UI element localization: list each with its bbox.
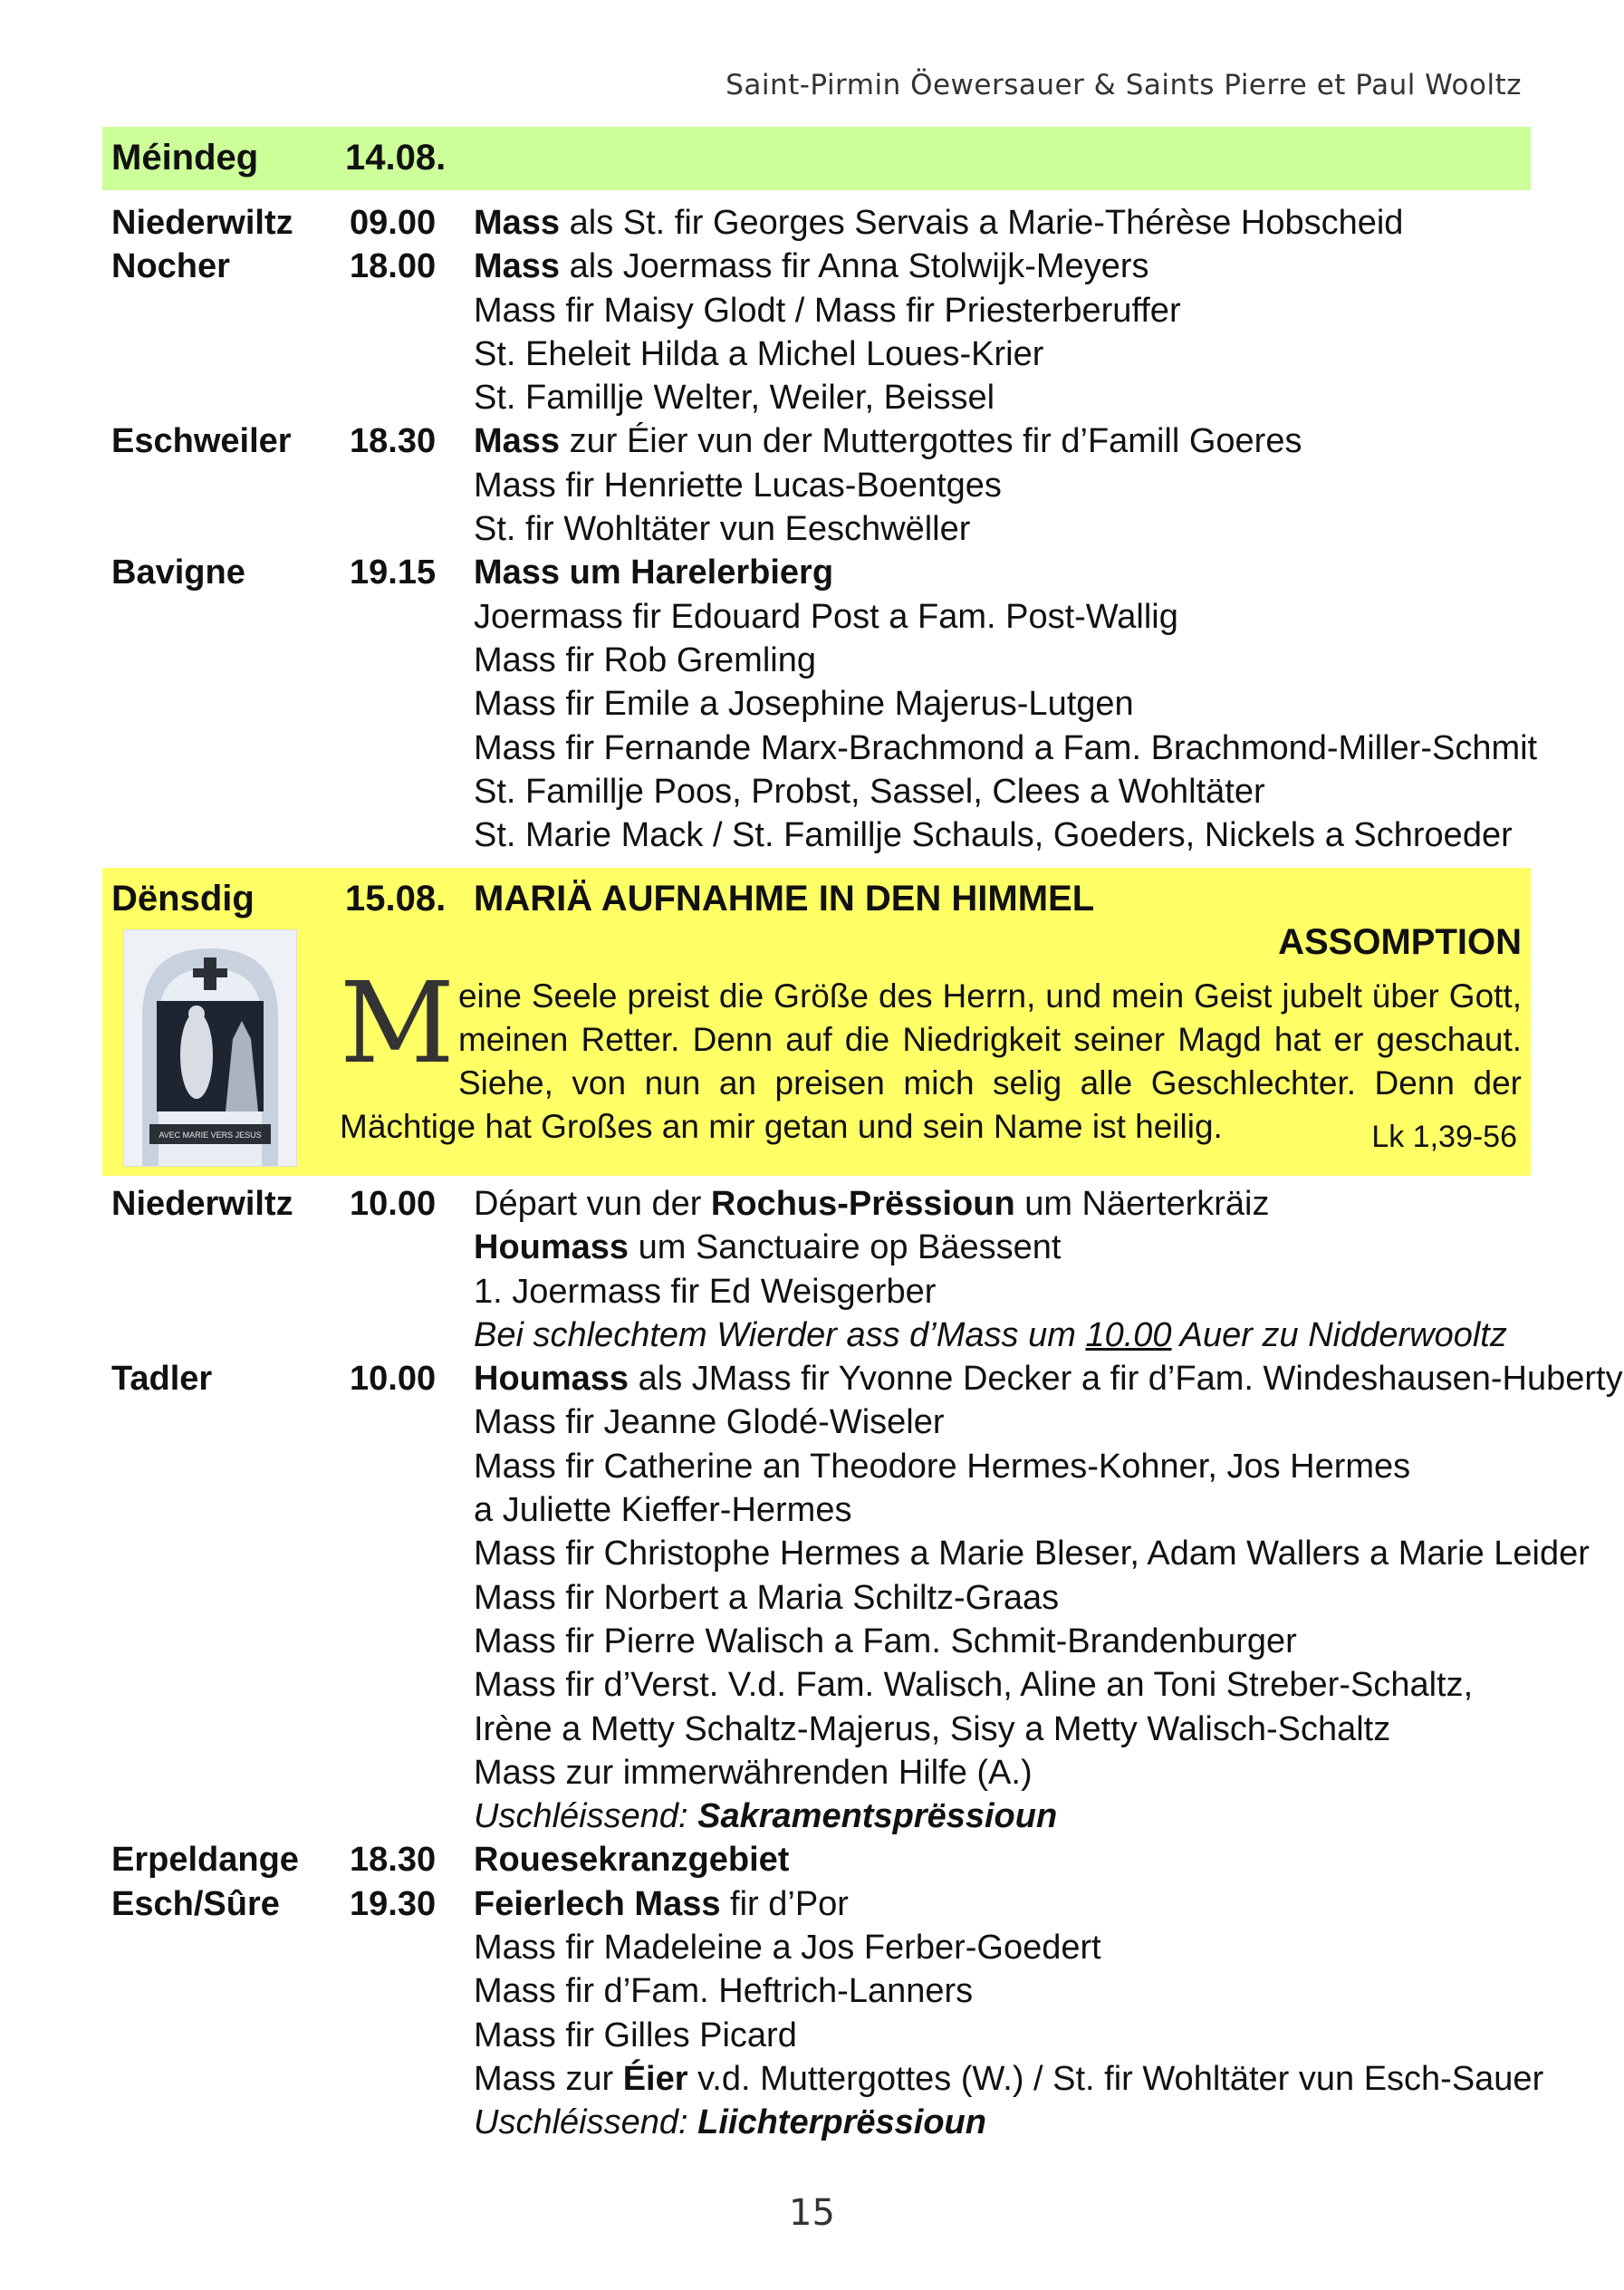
entry-text: Houmass um Sanctuaire op Bäessent xyxy=(474,1228,1062,1267)
schedule-line xyxy=(102,1445,1531,1488)
entry-text: Mass fir Emile a Josephine Majerus-Lutgen xyxy=(474,685,1134,724)
schedule-line xyxy=(102,1313,1531,1357)
place: Eschweiler xyxy=(111,422,292,461)
feast-title: MARIÄ AUFNAHME IN DEN HIMMEL xyxy=(474,879,1095,919)
entry-text: Mass fir Maisy Glodt / Mass fir Priesterberuffer xyxy=(474,291,1181,330)
scripture-quote xyxy=(340,958,1522,1149)
schedule-line xyxy=(102,682,1531,726)
schedule-line xyxy=(102,2101,1531,2144)
schedule-line xyxy=(102,1270,1531,1313)
time: 18.30 xyxy=(350,422,437,461)
page-header: Saint-Pirmin Öewersauer & Saints Pierre et Paul Wooltz xyxy=(726,69,1522,101)
schedule-line xyxy=(102,1663,1531,1707)
schedule-line xyxy=(102,289,1531,332)
entry-text: St. Famillje Poos, Probst, Sassel, Clees a Wohltäter xyxy=(474,772,1265,811)
day-date: 14.08. xyxy=(345,138,447,178)
schedule-line xyxy=(102,1708,1531,1751)
entry-text: Mass als St. fir Georges Servais a Marie-Thérèse Hobscheid xyxy=(474,204,1404,242)
entry-text: Mass fir Madeleine a Jos Ferber-Goedert xyxy=(474,1929,1101,1968)
schedule-line xyxy=(102,639,1531,682)
entry-text: Mass zur Éier v.d. Muttergottes (W.) / St. fir Wohltäter vun Esch-Sauer xyxy=(474,2059,1544,2098)
day-date: 15.08. xyxy=(345,879,447,919)
schedule-line xyxy=(102,1882,1531,1926)
time: 10.00 xyxy=(350,1360,437,1399)
schedule-line xyxy=(102,1226,1531,1269)
schedule-line xyxy=(102,419,1531,463)
entry-text: Uschléissend: Sakramentsprëssioun xyxy=(474,1797,1058,1836)
schedule-line xyxy=(102,770,1531,813)
entry-text: Irène a Metty Schaltz-Majerus, Sisy a Metty Walisch-Schaltz xyxy=(474,1709,1391,1748)
schedule-line xyxy=(102,1532,1590,1575)
schedule-line xyxy=(102,1620,1531,1663)
schedule-line xyxy=(102,1488,1531,1532)
schedule-line xyxy=(102,245,1531,288)
chapel-image xyxy=(123,929,297,1167)
place: Bavigne xyxy=(111,553,245,592)
entry-text: Rouesekranzgebiet xyxy=(474,1841,790,1880)
entry-text: St. Famillje Welter, Weiler, Beissel xyxy=(474,379,995,418)
place: Niederwiltz xyxy=(111,1185,293,1223)
schedule-line xyxy=(102,595,1531,639)
day-header-tuesday xyxy=(102,868,1531,1176)
page-number: 15 xyxy=(789,2192,835,2234)
time: 10.00 xyxy=(350,1185,437,1223)
entry-text: Mass fir Jeanne Glodé-Wiseler xyxy=(474,1403,945,1442)
entry-text: St. Marie Mack / St. Famillje Schauls, Goeders, Nickels a Schroeder xyxy=(474,816,1513,855)
schedule-line xyxy=(102,2057,1544,2101)
schedule-line xyxy=(102,1926,1531,1969)
entry-text: Mass fir d’Verst. V.d. Fam. Walisch, Aline an Toni Streber-Schaltz, xyxy=(474,1666,1474,1705)
entry-text: Mass fir Catherine an Theodore Hermes-Kohner, Jos Hermes xyxy=(474,1447,1411,1486)
time: 18.30 xyxy=(350,1841,437,1880)
schedule-line xyxy=(102,376,1531,419)
schedule-line xyxy=(102,2014,1531,2057)
schedule-line xyxy=(102,507,1531,551)
entry-text: Feierlech Mass fir d’Por xyxy=(474,1884,849,1923)
entry-text: Mass zur immerwährenden Hilfe (A.) xyxy=(474,1753,1033,1792)
schedule-line xyxy=(102,1357,1623,1400)
feast-title-fr: ASSOMPTION xyxy=(1278,922,1522,962)
day-header-monday xyxy=(102,127,1531,190)
entry-text: Mass fir Rob Gremling xyxy=(474,640,816,679)
entry-text: Mass als Joermass fir Anna Stolwijk-Meyers xyxy=(474,247,1149,286)
schedule-line xyxy=(102,1576,1531,1620)
day-name: Dënsdig xyxy=(111,879,255,919)
entry-text: St. Eheleit Hilda a Michel Loues-Krier xyxy=(474,334,1044,373)
schedule-line xyxy=(102,1400,1531,1444)
entry-text: a Juliette Kieffer-Hermes xyxy=(474,1491,852,1530)
entry-text: Mass fir Fernande Marx-Brachmond a Fam. Brachmond-Miller-Schmit xyxy=(474,728,1538,767)
time: 19.15 xyxy=(350,553,437,592)
time: 18.00 xyxy=(350,247,437,286)
entry-text: Départ vun der Rochus-Prëssioun um Näerterkräiz xyxy=(474,1185,1270,1223)
entry-text: Mass fir Norbert a Maria Schiltz-Graas xyxy=(474,1578,1060,1617)
time: 09.00 xyxy=(350,204,437,242)
place: Niederwiltz xyxy=(111,204,293,242)
entry-text: Mass um Harelerbierg xyxy=(474,553,834,592)
entry-text: Uschléissend: Liichterprëssioun xyxy=(474,2103,986,2142)
entry-text: Mass fir d’Fam. Heftrich-Lanners xyxy=(474,1972,974,2011)
quote-text: eine Seele preist die Größe des Herrn, und mein Geist jubelt über Gott, meinen Retter. Denn auf die Niedrigkeit seiner Magd hat er geschaut. Siehe, von nun an preisen mich selig alle Geschlechter. Denn der Mächtige hat Großes an mir getan und sein Name ist heilig. xyxy=(340,977,1522,1145)
entry-text: Mass fir Christophe Hermes a Marie Bleser, Adam Wallers a Marie Leider xyxy=(474,1535,1590,1573)
chapel-illustration xyxy=(124,930,296,1166)
entry-text: 1. Joermass fir Ed Weisgerber xyxy=(474,1272,937,1311)
place: Esch/Sûre xyxy=(111,1884,280,1923)
entry-text: St. fir Wohltäter vun Eeschwëller xyxy=(474,510,971,549)
image-caption: AVEC MARIE VERS JESUS xyxy=(159,1131,262,1140)
schedule-line xyxy=(102,201,1531,245)
schedule-line xyxy=(102,1794,1531,1838)
time: 19.30 xyxy=(350,1884,437,1923)
place: Tadler xyxy=(111,1360,213,1399)
place: Erpeldange xyxy=(111,1841,299,1880)
schedule-line xyxy=(102,1969,1531,2013)
drop-cap: M xyxy=(340,958,455,1089)
schedule-tuesday xyxy=(102,1182,1623,2145)
place: Nocher xyxy=(111,247,230,286)
entry-text: Joermass fir Edouard Post a Fam. Post-Wallig xyxy=(474,597,1178,636)
entry-text: Mass fir Gilles Picard xyxy=(474,2016,797,2054)
schedule-line xyxy=(102,1751,1531,1794)
entry-text: Mass zur Éier vun der Muttergottes fir d’Famill Goeres xyxy=(474,422,1302,461)
entry-text: Houmass als JMass fir Yvonne Decker a fir d’Fam. Windeshausen-Huberty xyxy=(474,1360,1623,1399)
schedule-line xyxy=(102,332,1531,376)
quote-reference: Lk 1,39-56 xyxy=(1371,1120,1517,1154)
schedule-line xyxy=(102,1838,1531,1881)
entry-text: Mass fir Pierre Walisch a Fam. Schmit-Brandenburger xyxy=(474,1621,1297,1660)
entry-text: Mass fir Henriette Lucas-Boentges xyxy=(474,466,1002,505)
day-name: Méindeg xyxy=(111,138,259,178)
schedule-line xyxy=(102,813,1531,857)
schedule-line xyxy=(102,726,1538,770)
schedule-line xyxy=(102,551,1531,594)
schedule-line xyxy=(102,464,1531,507)
entry-text: Bei schlechtem Wierder ass d’Mass um 10.00 Auer zu Nidderwooltz xyxy=(474,1315,1507,1354)
schedule-line xyxy=(102,1182,1531,1226)
schedule-monday xyxy=(102,201,1538,857)
